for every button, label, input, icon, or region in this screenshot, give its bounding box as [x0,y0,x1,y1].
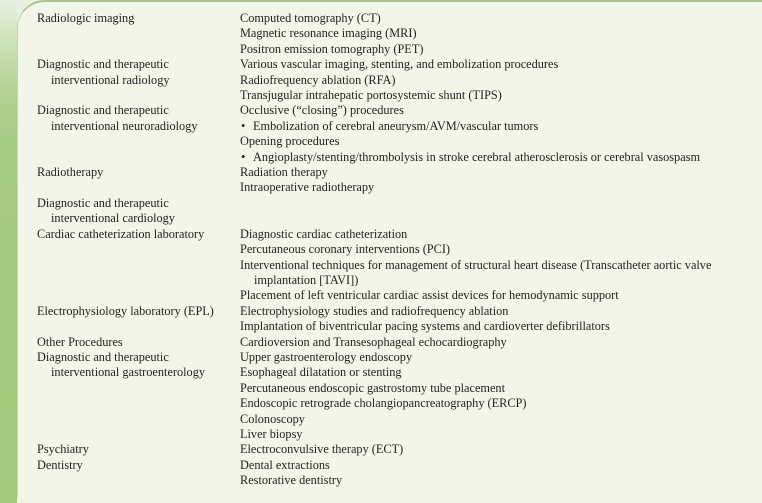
category-label: Diagnostic and therapeutic [37,57,169,72]
category-cell [37,335,240,350]
procedures-cell [240,57,711,103]
procedure-item [240,134,711,149]
procedure-text: Percutaneous endoscopic gastrostomy tube placement [240,380,505,395]
procedures-cell [240,11,711,57]
procedure-item [240,242,711,257]
procedure-item [240,57,711,72]
procedure-text: Intraoperative radiotherapy [240,180,375,195]
procedure-text: Colonoscopy [240,411,305,426]
procedure-item [240,350,711,365]
category-label: Diagnostic and therapeutic [37,103,169,118]
procedure-text: Placement of left ventricular cardiac assist devices for hemodynamic support [240,288,619,303]
procedure-item [240,335,711,350]
category-label: interventional cardiology [51,211,175,226]
bullet-list-item [240,119,711,134]
procedure-text: Restorative dentistry [240,473,343,488]
procedure-text: Interventional techniques for management of structural heart disease (Transcatheter aortic valve [240,257,712,272]
procedure-text: Occlusive (“closing”) procedures [240,103,404,118]
category-label: Radiologic imaging [37,11,135,25]
category-cell [37,350,240,442]
procedure-item [240,42,711,57]
left-accent-bar [0,0,17,503]
category-cell [37,196,240,227]
procedure-text: Diagnostic cardiac catheterization [240,226,408,241]
procedures-cell [240,304,711,335]
category-label: Diagnostic and therapeutic [37,195,169,210]
category-cell [37,227,240,304]
procedures-cell [240,442,711,457]
procedure-text: Electroconvulsive therapy (ECT) [240,442,404,457]
category-label: Diagnostic and therapeutic [37,349,169,364]
procedure-text: Endoscopic retrograde cholangiopancreatography (ERCP) [240,396,527,411]
category-cell [37,442,240,457]
procedures-cell [240,458,711,489]
bullet-icon: • [241,118,246,133]
table-body [37,11,711,489]
procedure-item [240,304,711,319]
procedure-item [240,319,711,334]
table-row [37,57,711,103]
category-label: Electrophysiology laboratory (EPL) [37,303,214,318]
table-row [37,196,711,227]
procedure-item [240,381,711,396]
category-cell [37,165,240,196]
category-cell [37,304,240,335]
procedure-text: Positron emission tomography (PET) [240,41,424,56]
procedure-text: Dental extractions [240,457,330,472]
procedure-text: Cardioversion and Transesophageal echocardiography [240,334,507,349]
category-label: Psychiatry [37,442,89,457]
procedure-item [240,103,711,118]
procedure-text: Embolization of cerebral aneurysm/AVM/vascular tumors [253,118,539,133]
procedure-text: Angioplasty/stenting/thrombolysis in stroke cerebral atherosclerosis or cerebral vasospasm [253,149,701,164]
table-row [37,442,711,457]
procedure-item [240,180,711,195]
procedure-item [240,26,711,41]
procedure-item [240,427,711,442]
procedure-text: Esophageal dilatation or stenting [240,365,402,380]
procedures-cell [240,165,711,196]
category-label: Radiotherapy [37,165,104,180]
category-label: Other Procedures [37,334,123,349]
table-row [37,165,711,196]
procedure-item [240,73,711,88]
procedure-item [240,458,711,473]
procedures-table [37,11,711,489]
procedure-text: Percutaneous coronary interventions (PCI) [240,242,451,257]
procedure-item [240,165,711,180]
procedure-item [240,258,711,273]
procedure-text: Various vascular imaging, stenting, and embolization procedures [240,57,559,72]
table-row [37,11,711,57]
procedure-item [240,88,711,103]
table-row [37,304,711,335]
category-cell [37,11,240,57]
procedure-item-continuation: implantation [TAVI]) [254,272,359,287]
procedure-text: Transjugular intrahepatic portosystemic shunt (TIPS) [240,88,502,103]
table-row [37,458,711,489]
category-cell [37,103,240,165]
category-label: interventional neuroradiology [51,118,198,133]
category-label: Dentistry [37,457,83,472]
procedure-item [240,396,711,411]
procedures-cell [240,103,711,165]
category-cell [37,57,240,103]
procedure-item [240,11,711,26]
procedure-item [240,365,711,380]
procedures-cell [240,335,711,350]
bullet-icon: • [241,149,246,164]
procedure-item [240,473,711,488]
procedure-text: Radiofrequency ablation (RFA) [240,72,396,87]
category-label: Cardiac catheterization laboratory [37,226,205,241]
category-label: interventional radiology [51,72,170,87]
category-label: interventional gastroenterology [51,365,206,380]
table-row [37,350,711,442]
procedure-text: Computed tomography (CT) [240,11,381,25]
table-row [37,103,711,165]
procedure-text: Magnetic resonance imaging (MRI) [240,26,417,41]
category-cell [37,458,240,489]
procedure-text: Liver biopsy [240,426,303,441]
bullet-list-item [240,150,711,165]
procedure-text: Electrophysiology studies and radiofrequency ablation [240,303,509,318]
procedure-item [240,412,711,427]
procedures-cell [240,227,711,304]
procedure-text: Radiation therapy [240,165,328,180]
procedures-cell [240,196,711,227]
procedure-text: Opening procedures [240,134,340,149]
procedures-cell [240,350,711,442]
procedure-text: Implantation of biventricular pacing systems and cardioverter defibrillators [240,319,610,334]
table-row [37,227,711,304]
procedure-item [240,227,711,242]
table-row [37,335,711,350]
procedure-text: Upper gastroenterology endoscopy [240,349,413,364]
procedure-item [240,442,711,457]
procedure-item [240,288,711,303]
bottom-strip [17,497,762,503]
